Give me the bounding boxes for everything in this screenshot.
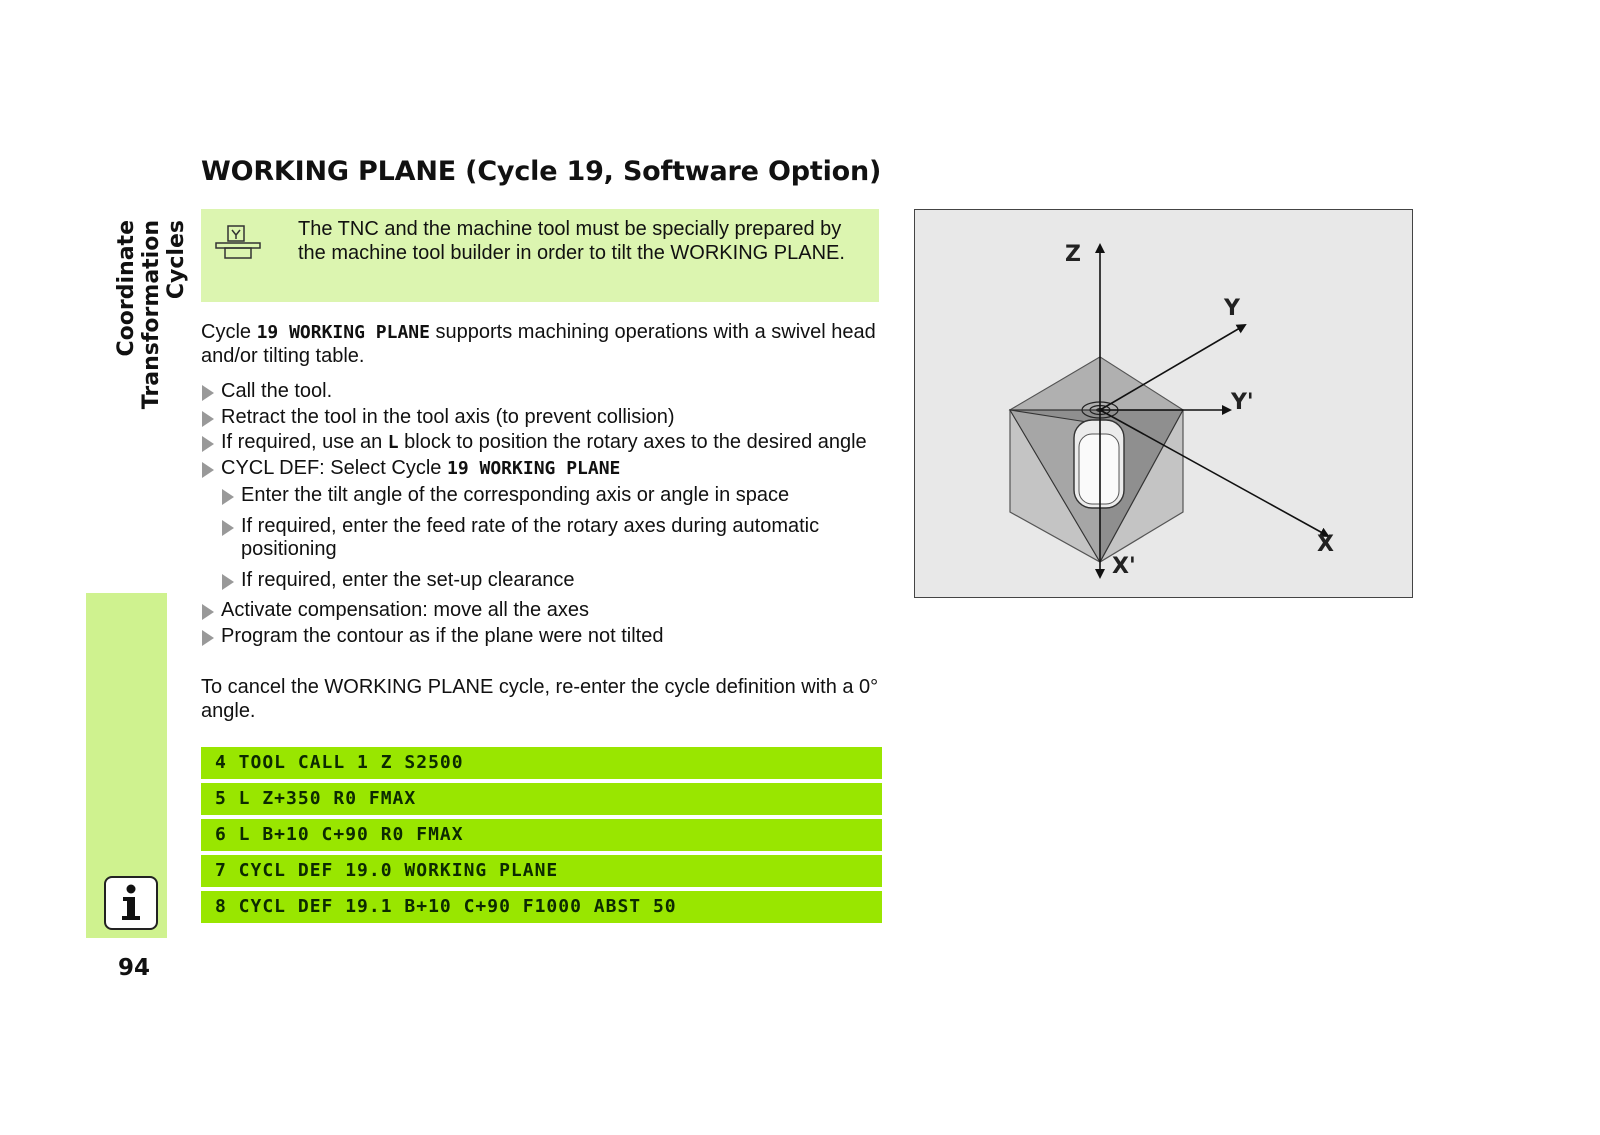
procedure-list — [201, 380, 881, 650]
list-item — [201, 515, 881, 562]
machine-note-text: The TNC and the machine tool must be specially prepared by the machine tool builder in order to tilt the WORKING PLANE. — [298, 218, 845, 264]
substep-text: Enter the tilt angle of the corresponding axis or angle in space — [241, 484, 790, 506]
code-line: 8 CYCL DEF 19.1 B+10 C+90 F1000 ABST 50 — [201, 891, 882, 923]
step-code: L — [387, 432, 399, 453]
x-axis-label: X — [1317, 532, 1334, 557]
code-line: 6 L B+10 C+90 R0 FMAX — [201, 819, 882, 851]
chapter-title — [114, 220, 189, 550]
list-item — [201, 406, 881, 430]
step-text: If required, use an — [221, 431, 388, 453]
code-line: 4 TOOL CALL 1 Z S2500 — [201, 747, 882, 779]
arrow-right-icon — [222, 489, 234, 505]
intro-suffix: supports machining operations with a swivel head and/or tilting table. — [201, 321, 876, 367]
substep-text: If required, enter the set-up clearance — [241, 568, 575, 591]
machine-tool-icon — [213, 223, 263, 268]
step-code: 19 WORKING PLANE — [447, 457, 621, 479]
step-text: Call the tool. — [221, 380, 333, 402]
arrow-right-icon — [222, 574, 234, 590]
y-axis-label: Y — [1224, 296, 1240, 321]
axis-diagram — [915, 210, 1414, 599]
arrow-right-icon — [202, 436, 214, 452]
machine-note — [201, 209, 879, 302]
arrow-right-icon — [202, 604, 214, 620]
list-item — [201, 569, 881, 593]
intro-prefix: Cycle — [201, 321, 257, 343]
chapter-title-line2: Cycles — [164, 220, 189, 300]
substep-text: If required, enter the feed rate of the rotary axes during automatic positioning — [241, 514, 820, 560]
chapter-title-line1: Coordinate Transformation — [114, 220, 164, 410]
intro-paragraph — [201, 321, 881, 368]
step-text: Activate compensation: move all the axes — [221, 599, 589, 621]
z-axis-label: Z — [1065, 242, 1081, 267]
arrow-right-icon — [202, 462, 214, 478]
x-prime-axis-label: X' — [1112, 554, 1136, 579]
y-prime-axis-label: Y' — [1231, 390, 1254, 415]
list-item — [201, 380, 881, 404]
step-text: CYCL DEF: Select Cycle — [221, 456, 447, 479]
intro-code: 19 WORKING PLANE — [256, 322, 430, 343]
page-title: WORKING PLANE (Cycle 19, Software Option) — [201, 156, 882, 187]
y-axis — [1100, 325, 1245, 410]
list-item — [201, 599, 881, 623]
arrow-right-icon — [202, 411, 214, 427]
step-text: block to position the rotary axes to the desired angle — [398, 431, 867, 453]
nc-program — [201, 747, 882, 927]
cancel-paragraph: To cancel the WORKING PLANE cycle, re-enter the cycle definition with a 0° angle. — [201, 676, 879, 722]
info-icon[interactable] — [104, 876, 158, 930]
code-line: 7 CYCL DEF 19.0 WORKING PLANE — [201, 855, 882, 887]
list-item — [201, 625, 881, 649]
tilted-plane-figure — [914, 209, 1413, 598]
step-text: Program the contour as if the plane were not tilted — [221, 624, 664, 647]
page-number: 94 — [118, 955, 151, 981]
list-item — [201, 431, 881, 455]
arrow-right-icon — [202, 630, 214, 646]
list-item — [201, 457, 881, 481]
arrow-right-icon — [222, 520, 234, 536]
step-text: Retract the tool in the tool axis (to prevent collision) — [221, 405, 675, 428]
list-item — [201, 484, 881, 508]
code-line: 5 L Z+350 R0 FMAX — [201, 783, 882, 815]
arrow-right-icon — [202, 385, 214, 401]
